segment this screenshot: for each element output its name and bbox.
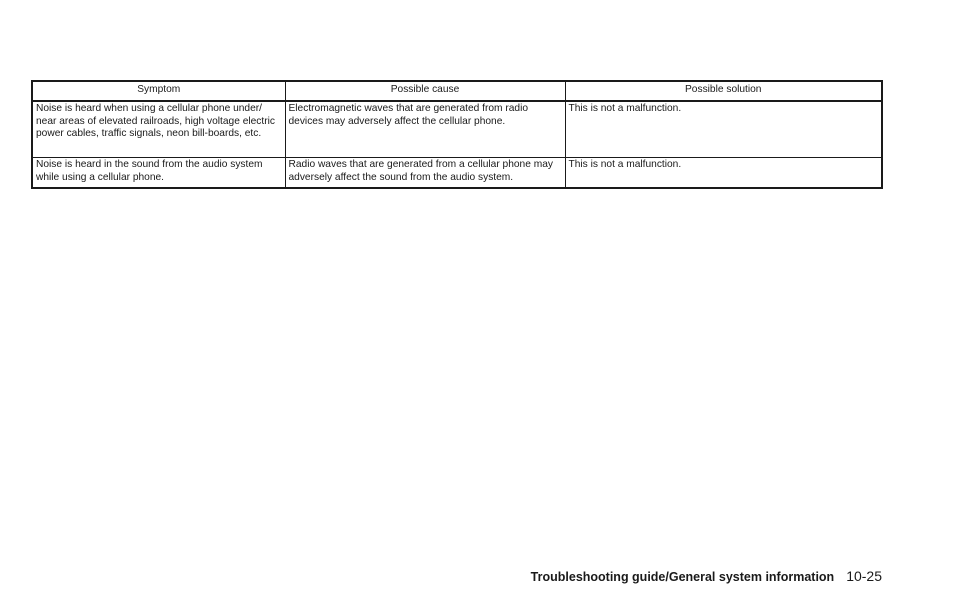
troubleshooting-table	[31, 80, 883, 189]
table-row	[32, 101, 882, 158]
header-possible-solution: Possible solution	[565, 81, 882, 101]
table-row	[32, 157, 882, 188]
page-footer	[531, 568, 882, 584]
header-possible-cause: Possible cause	[285, 81, 565, 101]
cause-cell: Radio waves that are generated from a cellular phone may adversely affect the sound from the audio system.	[285, 157, 565, 188]
page-number: 10-25	[846, 568, 882, 584]
cause-cell: Electromagnetic waves that are generated from radio devices may adversely affect the cellular phone.	[285, 101, 565, 158]
solution-cell: This is not a malfunction.	[565, 101, 882, 158]
section-title: Troubleshooting guide/General system information	[530, 570, 835, 584]
symptom-cell: Noise is heard when using a cellular phone under/ near areas of elevated railroads, high voltage electric power cables, traffic signals, neon bill-boards, etc.	[32, 101, 285, 158]
symptom-cell: Noise is heard in the sound from the audio system while using a cellular phone.	[32, 157, 285, 188]
solution-cell: This is not a malfunction.	[565, 157, 882, 188]
table-header-row	[32, 81, 882, 101]
header-symptom: Symptom	[32, 81, 285, 101]
